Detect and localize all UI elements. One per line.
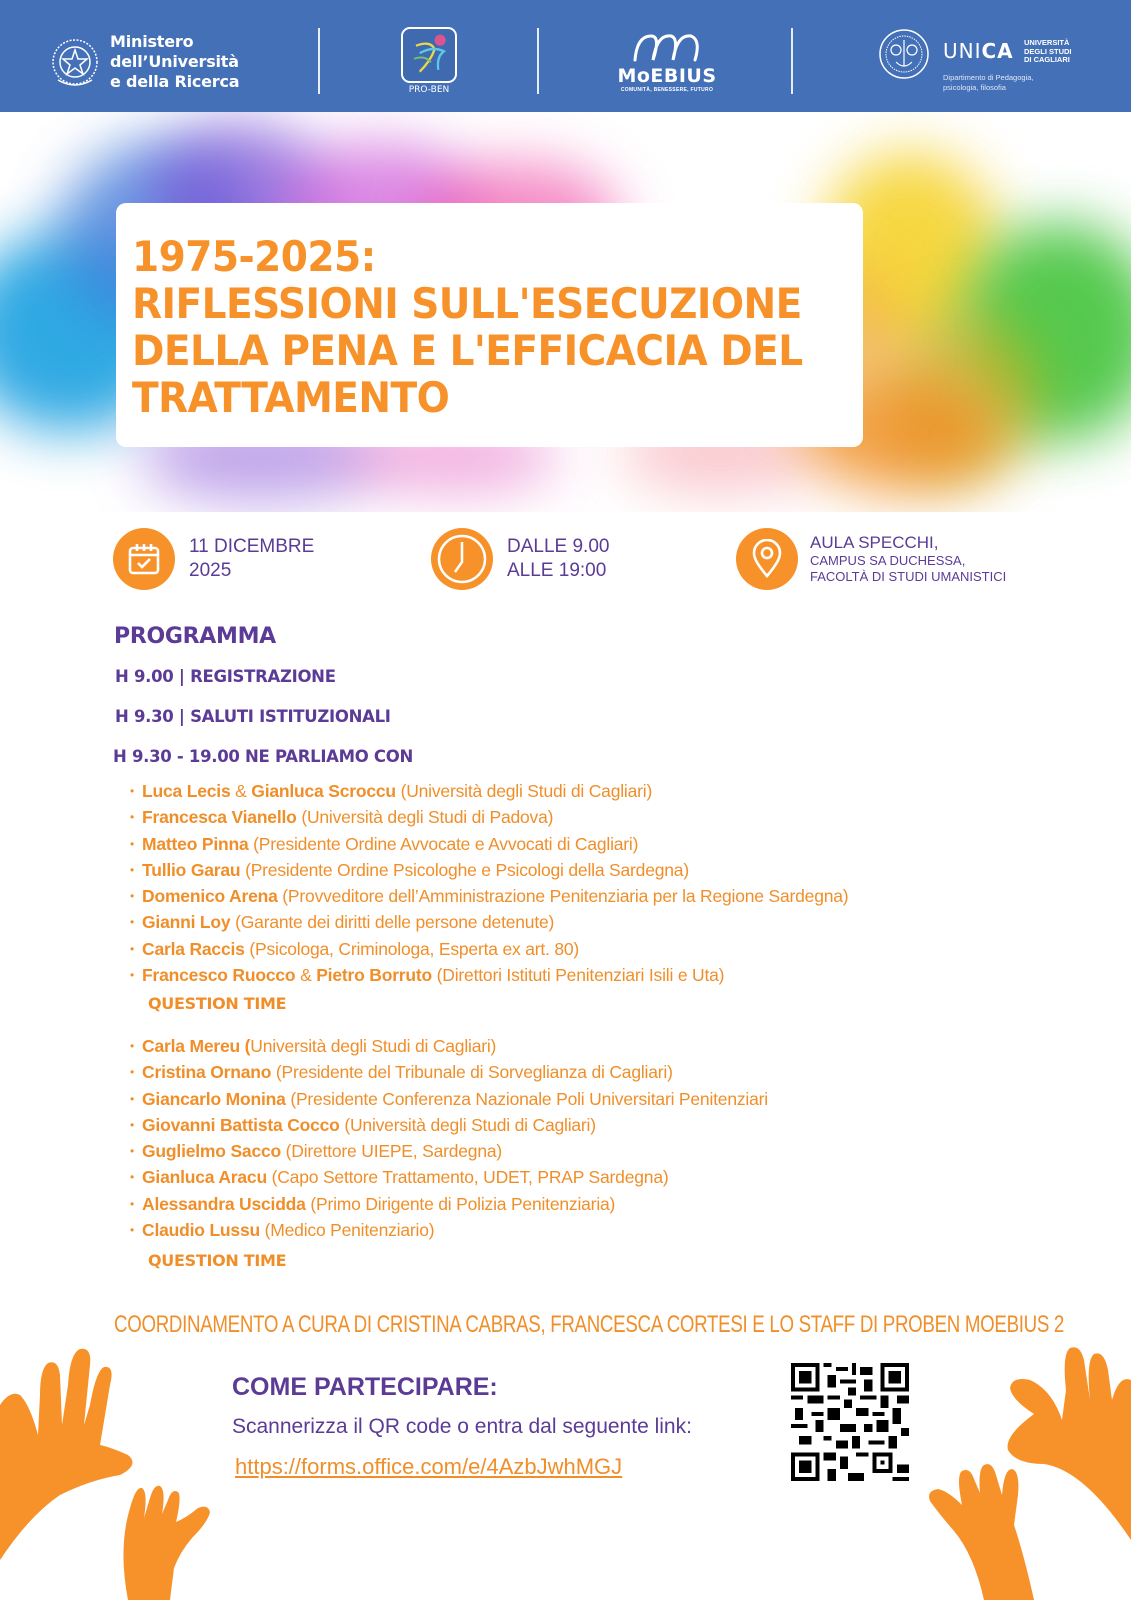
- speaker-item: • Guglielmo Sacco (Direttore UIEPE, Sardegna): [130, 1138, 768, 1164]
- info-place: [736, 528, 1006, 590]
- speaker-item: • Tullio Garau (Presidente Ordine Psicologhe e Psicologi della Sardegna): [130, 857, 848, 883]
- speaker-list-session-1: [130, 778, 848, 988]
- runner-icon: [403, 29, 455, 81]
- speaker-item: • Cristina Ornano (Presidente del Tribunale di Sorveglianza di Cagliari): [130, 1059, 768, 1085]
- question-time-1: QUESTION TIME: [148, 994, 287, 1013]
- location-pin-icon: [750, 539, 784, 579]
- moebius-tagline: COMUNITÀ, BENESSERE, FUTURO: [620, 87, 714, 93]
- left-small-hand-icon: [108, 1478, 228, 1600]
- moebius-loop-icon: [627, 30, 707, 64]
- schedule-greetings: H 9.30 | SALUTI ISTITUZIONALI: [115, 707, 391, 726]
- speaker-item: • Carla Mereu (Università degli Studi di Cagliari): [130, 1033, 768, 1059]
- speaker-item: • Domenico Arena (Provveditore dell’Amministrazione Penitenziaria per la Regione Sardegna): [130, 883, 848, 909]
- speaker-list-session-2: [130, 1033, 768, 1243]
- schedule-talks: H 9.30 - 19.00 NE PARLIAMO CON: [113, 747, 413, 766]
- ministry-line-2: dell’Università: [110, 52, 239, 71]
- speaker-item: • Claudio Lussu (Medico Penitenziario): [130, 1217, 768, 1243]
- speaker-item: • Francesca Vianello (Università degli Studi di Padova): [130, 804, 848, 830]
- moebius-name: MoEBIUS: [617, 65, 717, 87]
- unica-university-name: UNIVERSITÀ DEGLI STUDI DI CAGLIARI: [1024, 38, 1072, 64]
- unica-department: Dipartimento di Pedagogia, psicologia, filosofia: [943, 73, 1034, 92]
- ministry-logo: [50, 32, 239, 92]
- program-heading: PROGRAMMA: [114, 624, 276, 649]
- qr-code-icon[interactable]: [791, 1363, 909, 1481]
- title-card: [116, 203, 863, 447]
- unica-wordmark: UNICA: [943, 39, 1014, 63]
- moebius-logo: [612, 30, 722, 93]
- right-small-hand-icon: [924, 1455, 1059, 1600]
- speaker-item: • Giancarlo Monina (Presidente Conferenza Nazionale Poli Universitari Penitenziari: [130, 1086, 768, 1112]
- speaker-item: • Alessandra Uscidda (Primo Dirigente di Polizia Penitenziaria): [130, 1191, 768, 1217]
- calendar-check-icon: [126, 541, 162, 577]
- event-title: 1975-2025: RIFLESSIONI SULL'ESECUZIONE DELLA PENA E L'EFFICACIA DEL TRATTAMENTO: [132, 232, 803, 422]
- speaker-item: • Gianluca Aracu (Capo Settore Trattamento, UDET, PRAP Sardegna): [130, 1164, 768, 1190]
- coordination-credits: COORDINAMENTO A CURA DI CRISTINA CABRAS, FRANCESCA CORTESI E LO STAFF DI PROBEN MOEBIUS 2: [114, 1311, 1065, 1338]
- header-divider: [791, 28, 793, 94]
- info-time: [431, 528, 609, 590]
- time-line-2: ALLE 19:00: [507, 560, 607, 581]
- place-line-2: CAMPUS SA DUCHESSA,: [810, 553, 966, 568]
- date-line-2: 2025: [189, 560, 232, 581]
- header-divider: [537, 28, 539, 94]
- time-line-1: DALLE 9.00: [507, 536, 610, 557]
- header-divider: [318, 28, 320, 94]
- place-line-3: FACOLTÀ DI STUDI UMANISTICI: [810, 569, 1007, 584]
- speaker-item: • Giovanni Battista Cocco (Università degli Studi di Cagliari): [130, 1112, 768, 1138]
- question-time-2: QUESTION TIME: [148, 1251, 287, 1270]
- participate-heading: COME PARTECIPARE:: [232, 1373, 498, 1401]
- speaker-item: • Matteo Pinna (Presidente Ordine Avvocate e Avvocati di Cagliari): [130, 831, 848, 857]
- speaker-item: • Carla Raccis (Psicologa, Criminologa, Esperta ex art. 80): [130, 936, 848, 962]
- speaker-item: • Gianni Loy (Garante dei diritti delle persone detenute): [130, 909, 848, 935]
- speaker-item: • Luca Lecis & Gianluca Scroccu (Università degli Studi di Cagliari): [130, 778, 848, 804]
- ministry-line-3: e della Ricerca: [110, 72, 240, 91]
- place-line-1: AULA SPECCHI,: [810, 533, 939, 552]
- clock-icon: [435, 532, 489, 586]
- schedule-registration: H 9.00 | REGISTRAZIONE: [115, 667, 336, 686]
- header-bar: [0, 0, 1131, 112]
- italian-emblem-icon: [50, 34, 100, 90]
- participate-instructions: Scannerizza il QR code o entra dal seguente link:: [232, 1415, 692, 1438]
- speaker-item: • Francesco Ruocco & Pietro Borruto (Direttori Istituti Penitenziari Isili e Uta): [130, 962, 848, 988]
- registration-link[interactable]: https://forms.office.com/e/4AzbJwhMGJ: [235, 1454, 623, 1479]
- university-seal-icon: [878, 28, 930, 80]
- ministry-line-1: Ministero: [110, 32, 194, 51]
- info-date: [113, 528, 314, 590]
- date-line-1: 11 DICEMBRE: [189, 536, 315, 557]
- proben-logo: [400, 27, 458, 97]
- proben-label: PRO-BEN: [408, 85, 450, 95]
